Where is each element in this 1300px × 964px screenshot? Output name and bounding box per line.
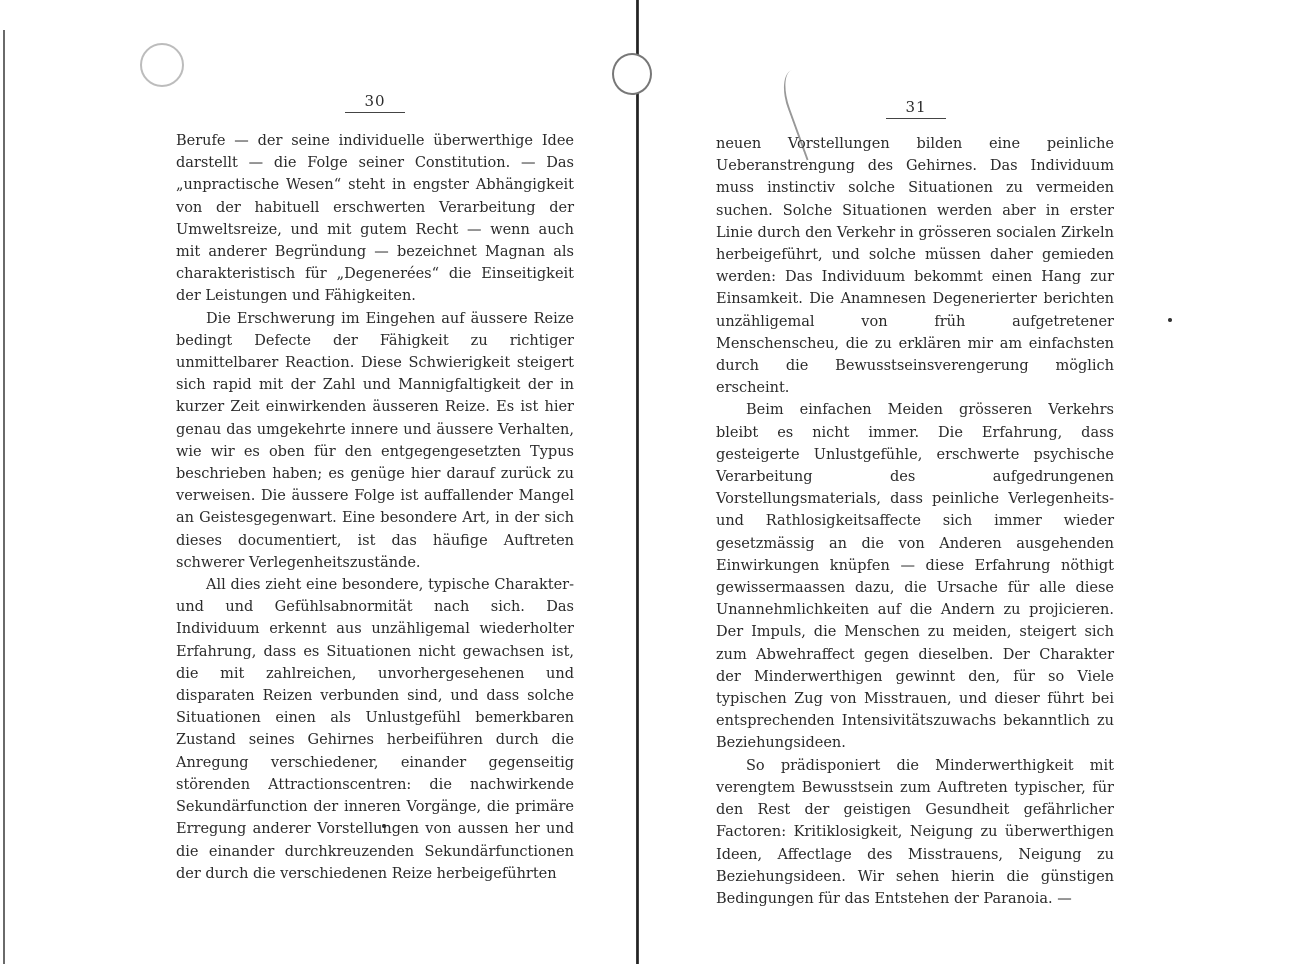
paragraph: Beim einfachen Meiden grösseren Verkehrs bleibt es nicht immer. Die Erfahrung, dass gesteigerte Unlustgefühle, erschwerte psychische Verarbeitung des aufgedrungenen Vorstellungsmaterials, dass peinliche Verlegenheits- und Rathlosigkeitsaffecte sich immer wieder gesetzmässig an die von Anderen ausgehenden Einwirkungen knüpfen — diese Erfahrung nöthigt gewissermaassen dazu, die Ursache für alle diese Unannehmlichkeiten auf die Andern zu projicieren. Der Impuls, die Menschen zu meiden, steigert sich zum Abwehraffect gegen dieselben. Der Charakter der Minderwerthigen gewinnt den, für so Viele typischen Zug von Misstrauen, und dieser führt bei entsprechenden Intensivitätszuwachs bekanntlich zu Beziehungsideen.: [716, 402, 1114, 752]
page-edge: [3, 30, 5, 964]
paragraph: Die Erschwerung im Eingehen auf äussere Reize bedingt Defecte der Fähigkeit zu richtiger unmittelbarer Reaction. Diese Schwierigkeit steigert sich rapid mit der Zahl und Mannigfaltigkeit der in kurzer Zeit einwirkenden äusseren Reize. Es ist hier genau das umgekehrte innere und äussere Verhalten, wie wir es oben für den entgegengesetzten Typus beschrieben haben; es genüge hier darauf zurück zu verweisen. Die äussere Folge ist auffallender Mangel an Geistesgegenwart. Eine besondere Art, in der sich dieses documentiert, ist das häufige Auftreten schwerer Verlegenheitszustände.: [176, 310, 574, 571]
page-number-left: 30: [345, 92, 405, 113]
paragraph: All dies zieht eine besondere, typische Charakter- und und Gefühlsabnormität nach sich. Das Individuum erkennt aus unzähligemal wiederholter Erfahrung, dass es Situationen nicht gewachsen ist, die mit zahlreichen, unvorhergesehenen und disparaten Reizen verbunden sind, und dass solche Situationen einen als Unlustgefühl bemerkbaren Zustand seines Gehirnes herbeiführen durch die Anregung verschiedener, einander gegenseitig störenden Attractionscentren: die nachwirkende Sekundärfunction der inneren Vorgänge, die primäre Erregung anderer Vorstellungen von aussen her und die einander durchkreuzenden Sekundärfunctionen der durch die verschiedenen Reize herbeigeführten: [176, 577, 574, 882]
left-page-text: [176, 130, 574, 885]
right-page-text: [716, 133, 1114, 910]
punch-hole: [140, 43, 184, 87]
ink-dot: [1168, 318, 1172, 322]
paragraph: So prädisponiert die Minderwerthigkeit mit verengtem Bewusstsein zum Auftreten typischer, für den Rest der geistigen Gesundheit gefährlicher Factoren: Kritiklosigkeit, Neigung zu überwerthigen Ideen, Affectlage des Misstrauens, Neigung zu Beziehungsideen. Wir sehen hierin die günstigen Bedingungen für das Entstehen der Paranoia. —: [716, 757, 1114, 907]
page-number-right: 31: [886, 98, 946, 119]
punch-hole: [612, 53, 652, 95]
paragraph: Berufe — der seine individuelle überwerthige Idee darstellt — die Folge seiner Constitution. — Das „unpractische Wesen“ steht in engster Abhängigkeit von der habituell erschwerten Verarbeitung der Umweltsreize, und mit gutem Recht — wenn auch mit anderer Begründung — bezeichnet Magnan als charakteristisch für „Degenerées“ die Einseitigkeit der Leistungen und Fähigkeiten.: [176, 133, 574, 305]
book-gutter: [636, 0, 639, 964]
paragraph: neuen Vorstellungen bilden eine peinliche Ueberanstrengung des Gehirnes. Das Individuum muss instinctiv solche Situationen zu vermeiden suchen. Solche Situationen werden aber in erster Linie durch den Verkehr in grösseren socialen Zirkeln herbeigeführt, und solche müssen daher gemieden werden: Das Individuum bekommt einen Hang zur Einsamkeit. Die Anamnesen Degenerierter berichten unzähligemal von früh aufgetretener Menschenscheu, die zu erklären mir am einfachsten durch die Bewusstseinsverengerung möglich erscheint.: [716, 136, 1114, 397]
